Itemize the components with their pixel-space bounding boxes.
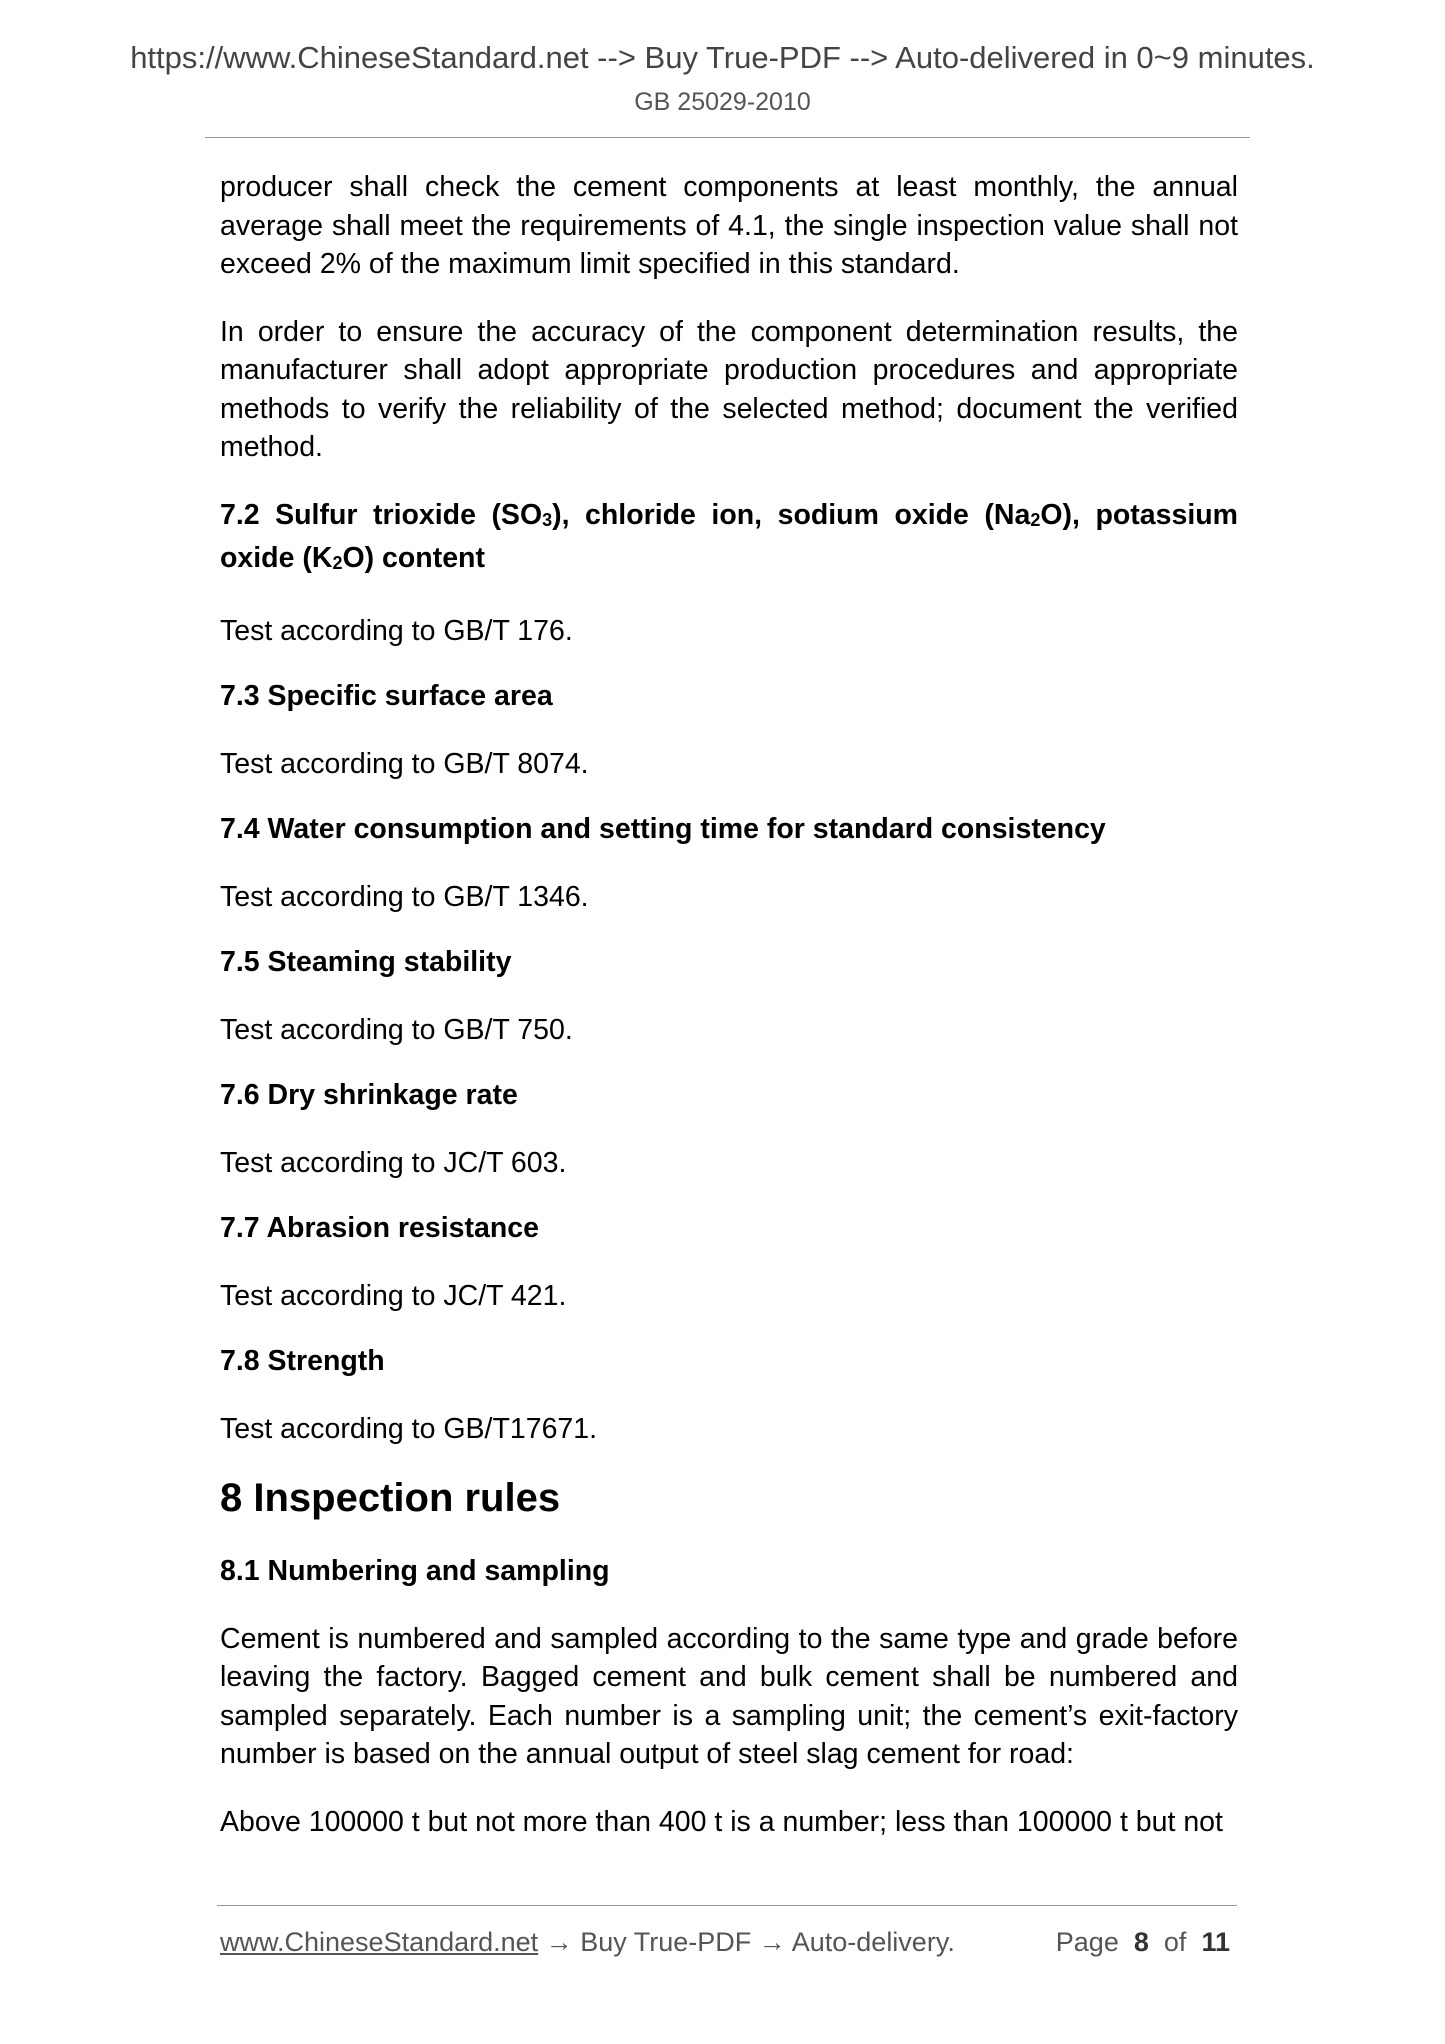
paragraph: Test according to GB/T17671. [220,1412,598,1445]
section-heading-7-3: 7.3 Specific surface area [220,680,553,712]
footer-site-link[interactable]: www.ChineseStandard.net [220,1927,539,1957]
paragraph: Test according to GB/T 750. [220,1013,573,1046]
heading-text: O), potassium oxide (K [220,498,1238,574]
paragraph: In order to ensure the accuracy of the component determination results, the manufacturer shall adopt appropriate production procedures and appropriate methods to verify the reliability of the selected method; document the verified method. [220,315,1238,463]
heading-text: O) content [342,542,485,574]
section-heading-7-7: 7.7 Abrasion resistance [220,1212,539,1244]
paragraph: Test according to GB/T 8074. [220,747,589,780]
subscript: 2 [1030,509,1041,530]
paragraph: producer shall check the cement components at least monthly, the annual average shall meet the requirements of 4.1, the single inspection value shall not exceed 2% of the maximum limit specified in this standard. [220,171,1238,280]
chapter-heading-8: 8 Inspection rules [220,1476,561,1520]
of-label: of [1163,1927,1187,1957]
section-heading-7-2 [220,496,1238,583]
heading-text: ), chloride ion, sodium oxide (Na [552,498,1031,531]
page-body [220,168,1238,1841]
header-divider [205,137,1250,138]
subscript: 3 [542,509,553,530]
heading-text: 7.2 Sulfur trioxide (SO [220,498,543,531]
footer [220,1927,1230,1958]
section-heading-7-4: 7.4 Water consumption and setting time for standard consistency [220,813,1106,845]
footer-divider [217,1905,1237,1906]
page-label: Page [1055,1927,1119,1957]
paragraph: Test according to GB/T 176. [220,614,573,647]
page-number: 8 [1133,1927,1149,1957]
document-code: GB 25029-2010 [634,88,811,116]
page-total: 11 [1201,1927,1230,1957]
section-heading-7-5: 7.5 Steaming stability [220,946,512,978]
paragraph: Above 100000 t but not more than 400 t is a number; less than 100000 t but not [220,1805,1223,1838]
footer-delivery-text: → Buy True-PDF → Auto-delivery. [538,1927,955,1957]
paragraph: Test according to JC/T 603. [220,1146,567,1179]
header-url-banner: https://www.ChineseStandard.net --> Buy True-PDF --> Auto-delivered in 0~9 minutes. [130,40,1315,75]
subscript: 2 [332,553,343,573]
paragraph: Test according to JC/T 421. [220,1279,567,1312]
page-indicator [1056,1927,1230,1958]
section-heading-7-6: 7.6 Dry shrinkage rate [220,1079,518,1111]
section-heading-8-1: 8.1 Numbering and sampling [220,1555,610,1587]
paragraph: Cement is numbered and sampled according to the same type and grade before leaving the factory. Bagged cement and bulk cement shall be numbered and sampled separately. Each number is a sampling unit; the cement’s exit-factory number is based on the annual output of steel slag cement for road: [220,1622,1238,1770]
section-heading-7-8: 7.8 Strength [220,1345,385,1377]
paragraph: Test according to GB/T 1346. [220,880,589,913]
